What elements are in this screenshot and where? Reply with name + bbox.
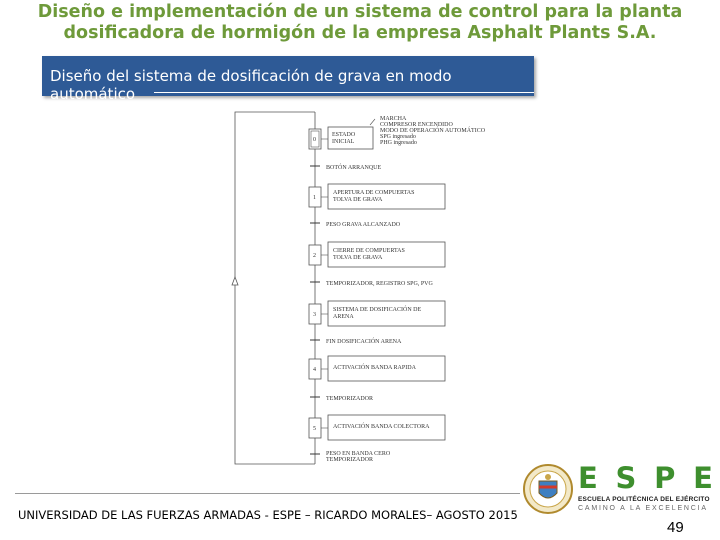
step-2-label-2: TOLVA DE GRAVA [333,255,383,261]
logo-motto: CAMINO A LA EXCELENCIA [578,505,708,512]
slide-title-line2: dosificadora de hormigón de la empresa Asphalt Plants S.A. [63,23,657,43]
transition-3-label: FIN DOSIFICACIÓN ARENA [326,339,402,345]
initial-condition-4: SPG ingresado [380,134,416,140]
transition-0-label: BOTÓN ARRANQUE [326,165,382,171]
transition-2-label: TEMPORIZADOR, REGISTRO SPG, PVG [326,281,433,287]
condition-bracket [370,119,375,125]
transition-4-label: TEMPORIZADOR [326,396,374,402]
banner-underline [154,92,534,93]
section-banner-text: Diseño del sistema de dosificación de grava en modo automático [50,67,452,103]
logo-subtitle: ESCUELA POLITÉCNICA DEL EJÉRCITO [578,496,710,503]
step-0-label-1: ESTADO [332,132,356,138]
return-arrow-icon [232,277,238,285]
step-5-label-1: ACTIVACIÓN BANDA COLECTORA [333,424,430,430]
step-1-label-2: TOLVA DE GRAVA [333,197,383,203]
step-3-label-1: SISTEMA DE DOSIFICACIÓN DE [333,307,422,313]
step-1-label-1: APERTURA DE COMPUERTAS [333,190,415,196]
grafcet-diagram [225,105,525,475]
step-0-action-box [328,127,373,149]
step-1-number: 1 [313,195,316,201]
transition-5-label-2: TEMPORIZADOR [326,457,374,463]
initial-condition-3: MODO DE OPERACIÓN AUTOMÁTICO [380,128,486,134]
logo-letter-e1: E [578,461,598,495]
footer-divider [15,493,520,494]
slide-title-line1: Diseño e implementación de un sistema de control para la planta [37,2,683,22]
step-5-number: 5 [313,426,316,432]
slide-title [0,0,720,44]
step-3-label-2: ARENA [333,314,354,320]
step-0-label-2: INICIAL [332,139,355,145]
initial-condition-1: MARCHA [380,116,407,122]
step-2-number: 2 [313,253,316,259]
logo-letter-p: P [654,461,676,495]
return-line [235,112,315,464]
initial-condition-2: COMPRESOR ENCENDIDO [380,122,453,128]
step-3-number: 3 [313,312,316,318]
transition-1-label: PESO GRAVA ALCANZADO [326,222,401,228]
initial-condition-5: PHG ingresado [380,140,417,146]
logo-letter-s: S [615,461,637,495]
footer-text: UNIVERSIDAD DE LAS FUERZAS ARMADAS - ESPE – RICARDO MORALES– AGOSTO 2015 [18,508,518,522]
espe-logo [578,462,713,512]
university-seal-icon [522,463,574,515]
logo-letter-e2: E [693,461,713,495]
page-number: 49 [667,519,684,536]
transition-5-label-1: PESO EN BANDA CERO [326,451,391,457]
step-4-label-1: ACTIVACIÓN BANDA RAPIDA [333,365,416,371]
step-0-number: 0 [313,137,316,143]
section-banner [42,56,534,103]
step-4-number: 4 [313,367,316,373]
step-2-label-1: CIERRE DE COMPUERTAS [333,248,405,254]
